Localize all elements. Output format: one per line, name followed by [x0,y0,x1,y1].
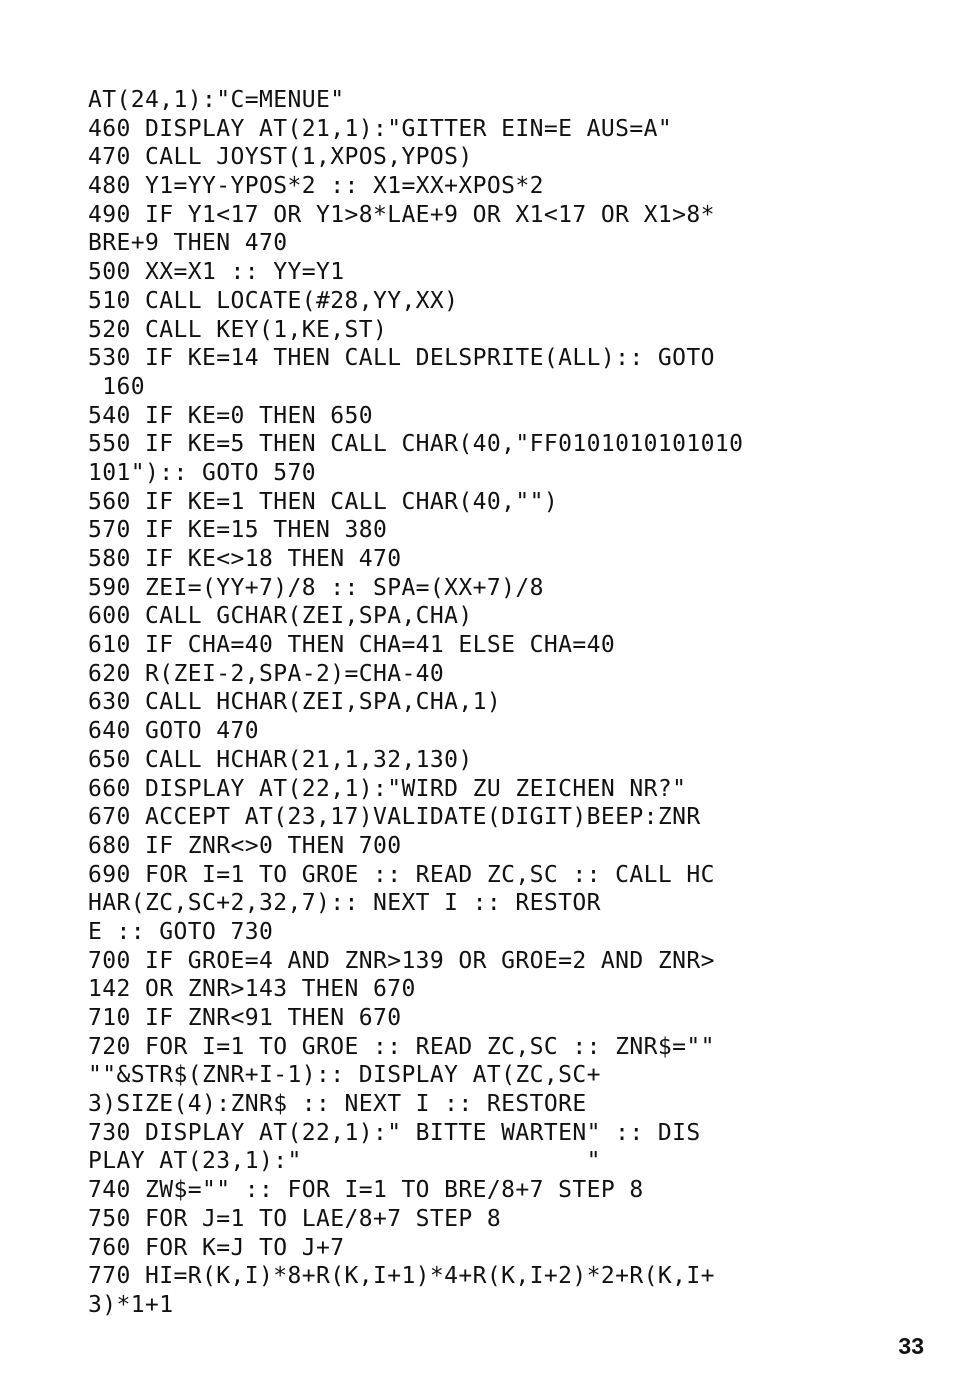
code-line: 142 OR ZNR>143 THEN 670 [88,976,416,1003]
code-line: ""&STR$(ZNR+I-1):: DISPLAY AT(ZC,SC+ [88,1062,601,1089]
code-line: 560 IF KE=1 THEN CALL CHAR(40,"") [88,488,559,515]
code-line: 620 R(ZEI-2,SPA-2)=CHA-40 [88,660,445,687]
code-line: 530 IF KE=14 THEN CALL DELSPRITE(ALL):: GOTO [88,345,715,372]
code-line: 460 DISPLAY AT(21,1):"GITTER EIN=E AUS=A" [88,115,673,142]
code-line: 3)SIZE(4):ZNR$ :: NEXT I :: RESTORE [88,1091,587,1118]
code-line: BRE+9 THEN 470 [88,230,288,257]
code-line: 3)*1+1 [88,1291,174,1318]
code-line: 750 FOR J=1 TO LAE/8+7 STEP 8 [88,1205,502,1232]
code-line: 650 CALL HCHAR(21,1,32,130) [88,746,473,773]
code-line: 500 XX=X1 :: YY=Y1 [88,259,345,286]
code-listing [88,86,878,1320]
page-number: 33 [898,1333,924,1359]
code-line: 740 ZW$="" :: FOR I=1 TO BRE/8+7 STEP 8 [88,1177,644,1204]
code-line: 570 IF KE=15 THEN 380 [88,517,388,544]
code-line: 710 IF ZNR<91 THEN 670 [88,1005,402,1031]
code-line: HAR(ZC,SC+2,32,7):: NEXT I :: RESTOR [88,890,601,917]
code-line: 730 DISPLAY AT(22,1):" BITTE WARTEN" :: DIS [88,1119,701,1146]
code-line: 640 GOTO 470 [88,718,259,745]
code-line: 600 CALL GCHAR(ZEI,SPA,CHA) [88,603,473,630]
code-line: AT(24,1):"C=MENUE" [88,87,345,113]
code-line: PLAY AT(23,1):" " [88,1148,601,1175]
code-line: 480 Y1=YY-YPOS*2 :: X1=XX+XPOS*2 [88,173,544,200]
code-line: 630 CALL HCHAR(ZEI,SPA,CHA,1) [88,689,502,716]
code-line: 520 CALL KEY(1,KE,ST) [88,316,388,343]
code-line: 580 IF KE<>18 THEN 470 [88,546,402,572]
code-line: 590 ZEI=(YY+7)/8 :: SPA=(XX+7)/8 [88,574,544,601]
code-line: 680 IF ZNR<>0 THEN 700 [88,832,402,859]
code-line: 101"):: GOTO 570 [88,459,316,486]
code-line: E :: GOTO 730 [88,918,274,945]
code-line: 540 IF KE=0 THEN 650 [88,402,373,429]
code-line: 470 CALL JOYST(1,XPOS,YPOS) [88,144,473,171]
code-line: 160 [88,373,145,400]
code-line: 770 HI=R(K,I)*8+R(K,I+1)*4+R(K,I+2)*2+R(K,I+ [88,1263,715,1290]
code-line: 550 IF KE=5 THEN CALL CHAR(40,"FF0101010101010 [88,431,744,458]
code-line: 690 FOR I=1 TO GROE :: READ ZC,SC :: CALL HC [88,861,715,888]
code-line: 660 DISPLAY AT(22,1):"WIRD ZU ZEICHEN NR?" [88,775,687,802]
code-line: 760 FOR K=J TO J+7 [88,1234,345,1261]
code-line: 670 ACCEPT AT(23,17)VALIDATE(DIGIT)BEEP:ZNR [88,804,701,831]
code-line: 720 FOR I=1 TO GROE :: READ ZC,SC :: ZNR$="" [88,1033,715,1060]
code-line: 700 IF GROE=4 AND ZNR>139 OR GROE=2 AND ZNR> [88,947,715,974]
code-line: 490 IF Y1<17 OR Y1>8*LAE+9 OR X1<17 OR X1>8* [88,201,715,228]
code-line: 610 IF CHA=40 THEN CHA=41 ELSE CHA=40 [88,632,616,659]
code-line: 510 CALL LOCATE(#28,YY,XX) [88,287,459,314]
